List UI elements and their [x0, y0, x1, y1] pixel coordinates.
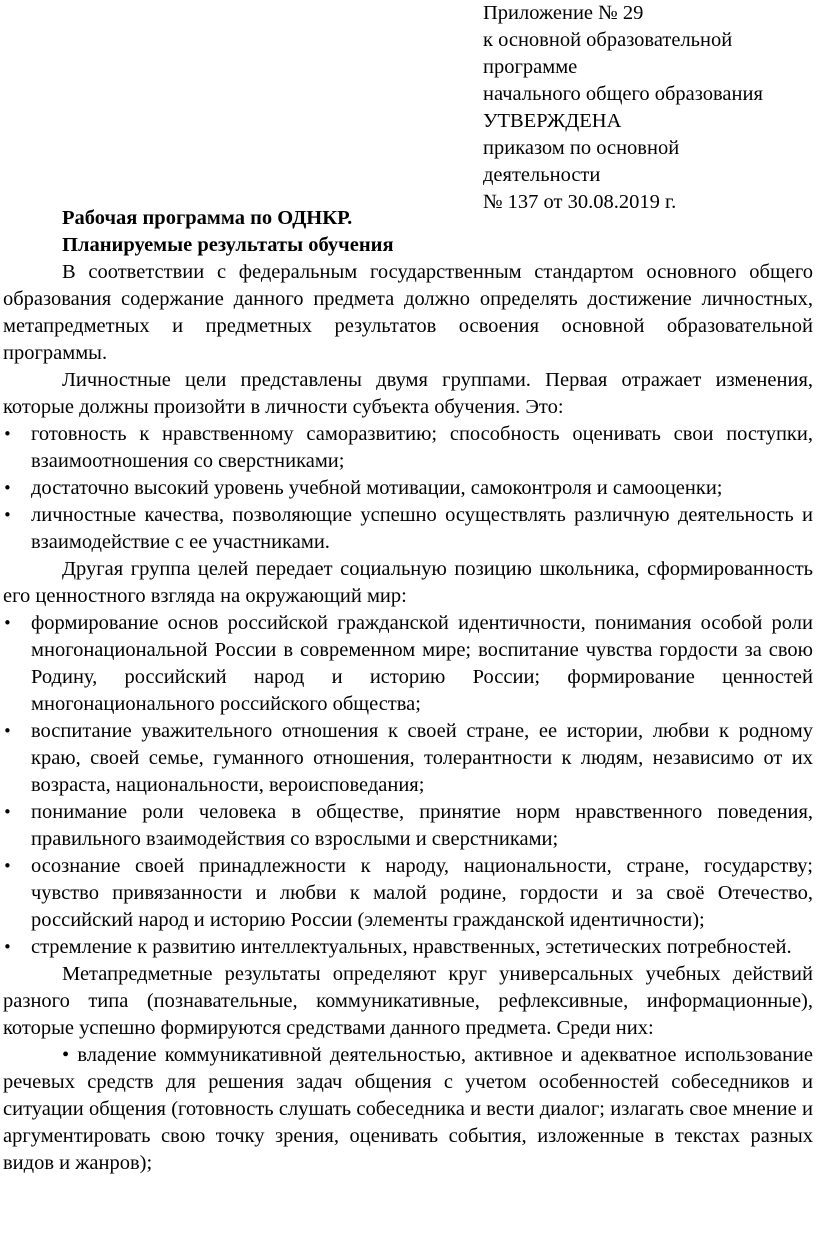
personal-results-list: [3, 421, 813, 556]
list-item: [3, 718, 813, 799]
bullet-icon: •: [3, 425, 12, 443]
bullet-icon: •: [3, 857, 12, 875]
document-body: [3, 205, 813, 1177]
bullet-icon: •: [3, 938, 12, 956]
document-title: Рабочая программа по ОДНКР.: [62, 207, 353, 229]
header-line: программе: [483, 56, 578, 78]
meta-item-paragraph: • владение коммуникативной деятельностью, активное и адекватное использование речевых средств для решения задач общения с учетом особенностей собеседников и ситуации общения (готовность слушать собеседника и вести диалог; излагать свое мнение и аргументировать свою точку зрения, оценивать события, изложенные в текстах разных видов и жанров);: [3, 1044, 813, 1174]
list-item-text: готовность к нравственному саморазвитию; способность оценивать свои поступки, взаимоотношения со сверстниками;: [31, 423, 813, 472]
header-line: № 137 от 30.08.2019 г.: [483, 191, 677, 213]
bullet-icon: •: [3, 479, 12, 497]
bullet-icon: •: [3, 722, 12, 740]
list-item-text: личностные качества, позволяющие успешно осуществлять различную деятельность и взаимодействие с ее участниками.: [31, 504, 813, 553]
second-group-paragraph: Другая группа целей передает социальную позицию школьника, сформированность его ценностного взгляда на окружающий мир:: [3, 558, 813, 607]
list-item-text: понимание роли человека в обществе, принятие норм нравственного поведения, правильного взаимодействия со взрослыми и сверстниками;: [31, 801, 813, 850]
list-item-text: воспитание уважительного отношения к своей стране, ее истории, любви к родному краю, своей семье, гуманного отношения, толерантности к людям, независимо от их возраста, национальности, вероисповедания;: [31, 720, 813, 796]
bullet-icon: •: [3, 614, 12, 632]
worldview-results-list: [3, 610, 813, 961]
intro-paragraph: В соответствии с федеральным государственным стандартом основного общего образования содержание данного предмета должно определять достижение личностных, метапредметных и предметных результатов освоения основной образовательной программы.: [3, 261, 813, 364]
list-item-text: формирование основ российской гражданской идентичности, понимания особой роли многонациональной России в современном мире; воспитание чувства гордости за свою Родину, российский народ и историю России; формирование ценностей многонационального российского общества;: [31, 612, 813, 715]
meta-paragraph: Метапредметные результаты определяют круг универсальных учебных действий разного типа (познавательные, коммуникативные, рефлексивные, информационные), которые успешно формируются средствами данного предмета. Среди них:: [3, 963, 813, 1039]
list-item: [3, 610, 813, 718]
list-item: [3, 421, 813, 475]
approval-header: [483, 0, 813, 216]
header-line: к основной образовательной: [483, 29, 733, 51]
header-line: УТВЕРЖДЕНА: [483, 110, 622, 132]
list-item: [3, 853, 813, 934]
section-title: Планируемые результаты обучения: [62, 234, 394, 256]
bullet-icon: •: [3, 506, 12, 524]
list-item-text: осознание своей принадлежности к народу, национальности, стране, государству; чувство привязанности и любви к малой родине, гордости и за своё Отечество, российский народ и историю России (элементы гражданской идентичности);: [31, 855, 813, 931]
header-line: приказом по основной: [483, 137, 680, 159]
header-line: Приложение № 29: [483, 2, 644, 24]
list-item: [3, 934, 813, 961]
list-item-text: стремление к развитию интеллектуальных, нравственных, эстетических потребностей.: [31, 936, 792, 958]
bullet-icon: •: [3, 803, 12, 821]
header-line: начального общего образования: [483, 83, 763, 105]
list-item-text: достаточно высокий уровень учебной мотивации, самоконтроля и самооценки;: [31, 477, 723, 499]
list-item: [3, 799, 813, 853]
list-item: [3, 502, 813, 556]
personal-paragraph: Личностные цели представлены двумя группами. Первая отражает изменения, которые должны произойти в личности субъекта обучения. Это:: [3, 369, 813, 418]
list-item: [3, 475, 813, 502]
header-line: деятельности: [483, 164, 601, 186]
